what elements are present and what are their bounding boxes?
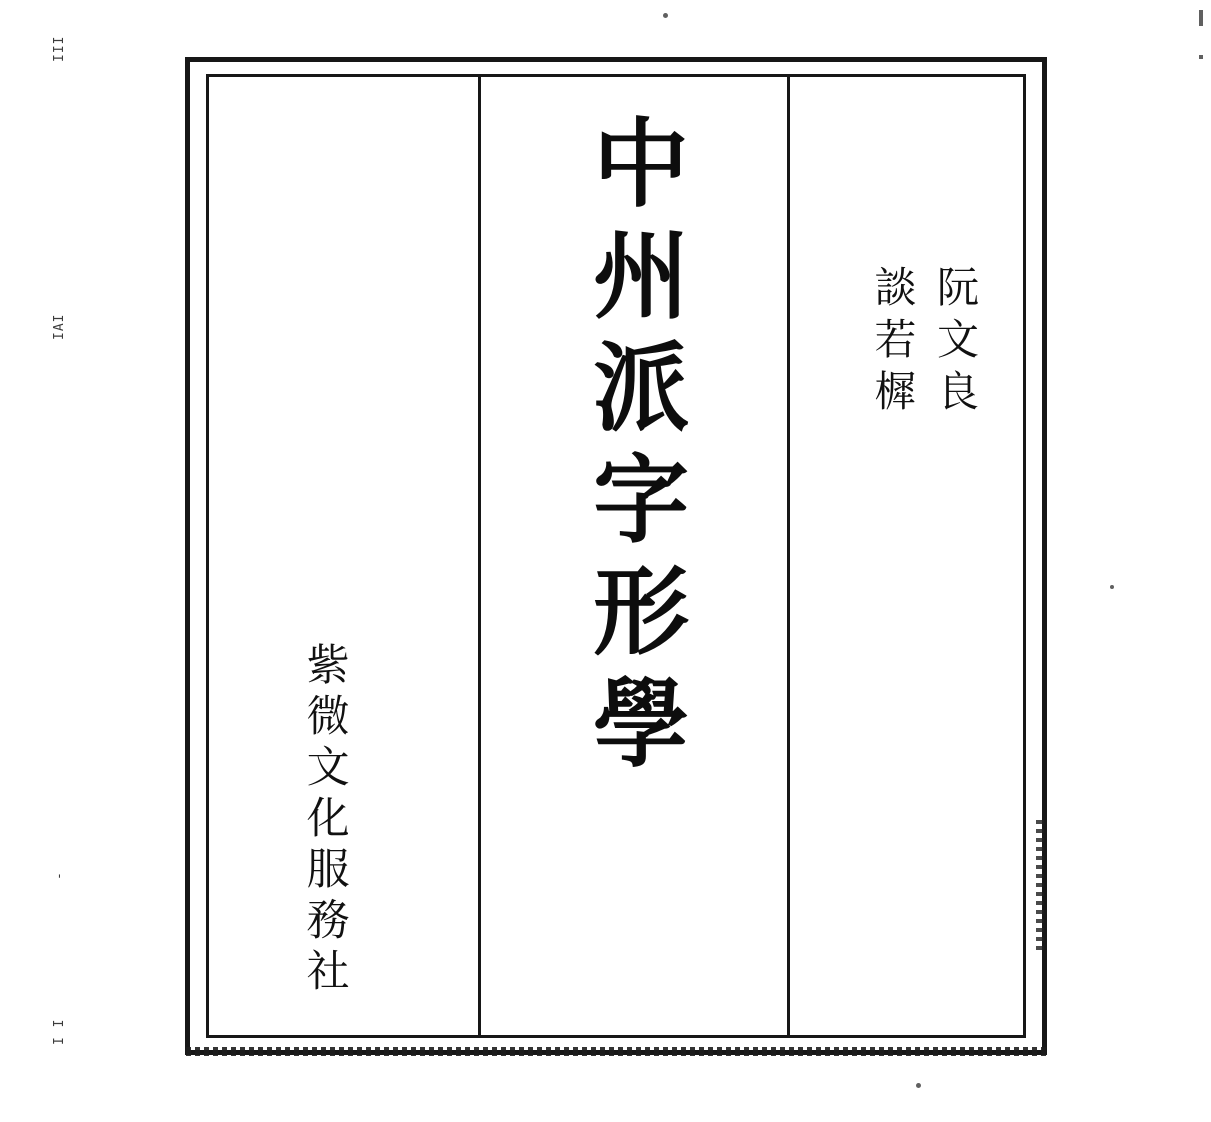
author-line-2: 阮文良 [931,265,980,421]
author-panel [787,77,1023,1035]
scan-speck [1199,10,1203,26]
author-block [868,265,980,421]
book-cover-inner-frame [206,74,1026,1038]
margin-mark-middle: - [52,871,67,880]
margin-mark-upper: IAI [52,313,67,340]
publisher-block [299,642,350,999]
scan-right-edge [1036,820,1044,950]
title-block [577,113,691,785]
scan-speck [916,1083,921,1088]
book-cover-frame [185,57,1047,1055]
title-panel [478,77,787,1035]
author-line-1: 談若樨 [868,265,918,421]
publisher-name: 紫微文化服務社 [299,642,350,999]
publisher-panel [209,77,478,1035]
scan-speck [1199,55,1203,59]
scan-speck [1110,585,1114,589]
scan-speck [663,13,668,18]
margin-mark-top: III [52,35,67,62]
margin-mark-lower: I I [52,1018,67,1045]
book-title: 中州派字形學 [577,113,691,785]
scan-bottom-edge [186,1047,1046,1056]
